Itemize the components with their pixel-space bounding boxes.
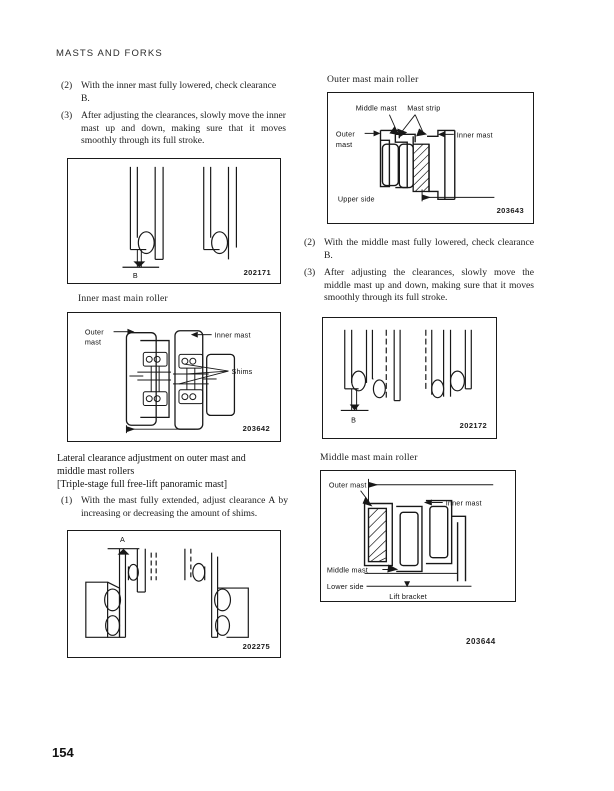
label-inner-mast: Inner mast	[456, 130, 493, 140]
list-item-text: After adjusting the clearances, slowly move the inner mast up and down, making sure that it moves smoothly through its full stroke.	[81, 110, 286, 147]
label-inner-mast: Inner mast	[445, 498, 482, 508]
label-lift-bracket: Lift bracket	[389, 592, 427, 601]
label-outer-mast-line1: Outer	[335, 129, 355, 139]
list-item-text: With the inner mast fully lowered, check clearance B.	[81, 80, 277, 104]
list-item-number: (1)	[61, 495, 73, 506]
figure-203642	[67, 312, 281, 442]
figure-code: 202172	[459, 421, 488, 431]
label-mast-strip: Mast strip	[407, 103, 441, 113]
figure-202275	[67, 530, 281, 658]
left-steps-lateral	[60, 495, 288, 525]
label-inner-mast: Inner mast	[214, 330, 251, 340]
figure-code: 203642	[242, 424, 271, 434]
figure-202171	[67, 158, 281, 284]
label-lower-side: Lower side	[326, 582, 364, 592]
label-outer-mast-line2: mast	[84, 337, 102, 347]
caption-middle-mast-main-roller: Middle mast main roller	[320, 452, 418, 463]
heading-line-2: middle mast rollers	[57, 466, 135, 477]
list-item	[60, 495, 288, 520]
label-middle-mast: Middle mast	[326, 565, 368, 575]
label-middle-mast: Middle mast	[355, 103, 397, 113]
list-item	[60, 110, 286, 148]
list-item-number: (2)	[304, 237, 316, 248]
label-outer-mast-line1: Outer	[84, 327, 104, 337]
list-item-number: (2)	[61, 80, 73, 91]
list-item	[303, 267, 534, 305]
figure-203643	[327, 92, 534, 224]
figure-code: 202171	[243, 268, 272, 278]
page-number: 154	[52, 745, 74, 760]
figure-code: 202275	[242, 642, 271, 652]
list-item	[60, 80, 286, 105]
heading-lateral-clearance	[57, 452, 307, 491]
label-shims: Shims	[231, 367, 253, 377]
figure-202172	[322, 317, 497, 439]
list-item-text: After adjusting the clearances, slowly move the middle mast up and down, making sure that it moves smoothly through its full stroke.	[324, 267, 534, 304]
caption-inner-mast-main-roller: Inner mast main roller	[78, 293, 168, 304]
right-steps-middle-mast	[303, 237, 534, 310]
figure-203644	[320, 470, 516, 602]
left-steps-inner-mast	[60, 80, 286, 153]
label-outer-mast-line2: mast	[335, 140, 353, 150]
list-item-number: (3)	[304, 267, 316, 279]
dimension-label-a: A	[119, 534, 125, 544]
figure-code: 203643	[496, 206, 525, 216]
list-item-text: With the middle mast fully lowered, check clearance B.	[324, 237, 534, 261]
figure-code-203644: 203644	[466, 637, 496, 646]
label-outer-mast: Outer mast	[328, 480, 367, 490]
label-upper-side: Upper side	[337, 194, 375, 204]
running-head: MASTS AND FORKS	[56, 48, 163, 59]
dimension-label-b: B	[351, 415, 357, 425]
heading-line-1: Lateral clearance adjustment on outer mast and	[57, 453, 246, 464]
caption-outer-mast-main-roller: Outer mast main roller	[327, 74, 419, 85]
heading-line-3: [Triple-stage full free-lift panoramic mast]	[57, 479, 228, 490]
dimension-label-b: B	[132, 271, 138, 281]
list-item-number: (3)	[61, 110, 73, 122]
list-item	[303, 237, 534, 262]
list-item-text: With the mast fully extended, adjust clearance A by increasing or decreasing the amount of shims.	[81, 495, 288, 519]
